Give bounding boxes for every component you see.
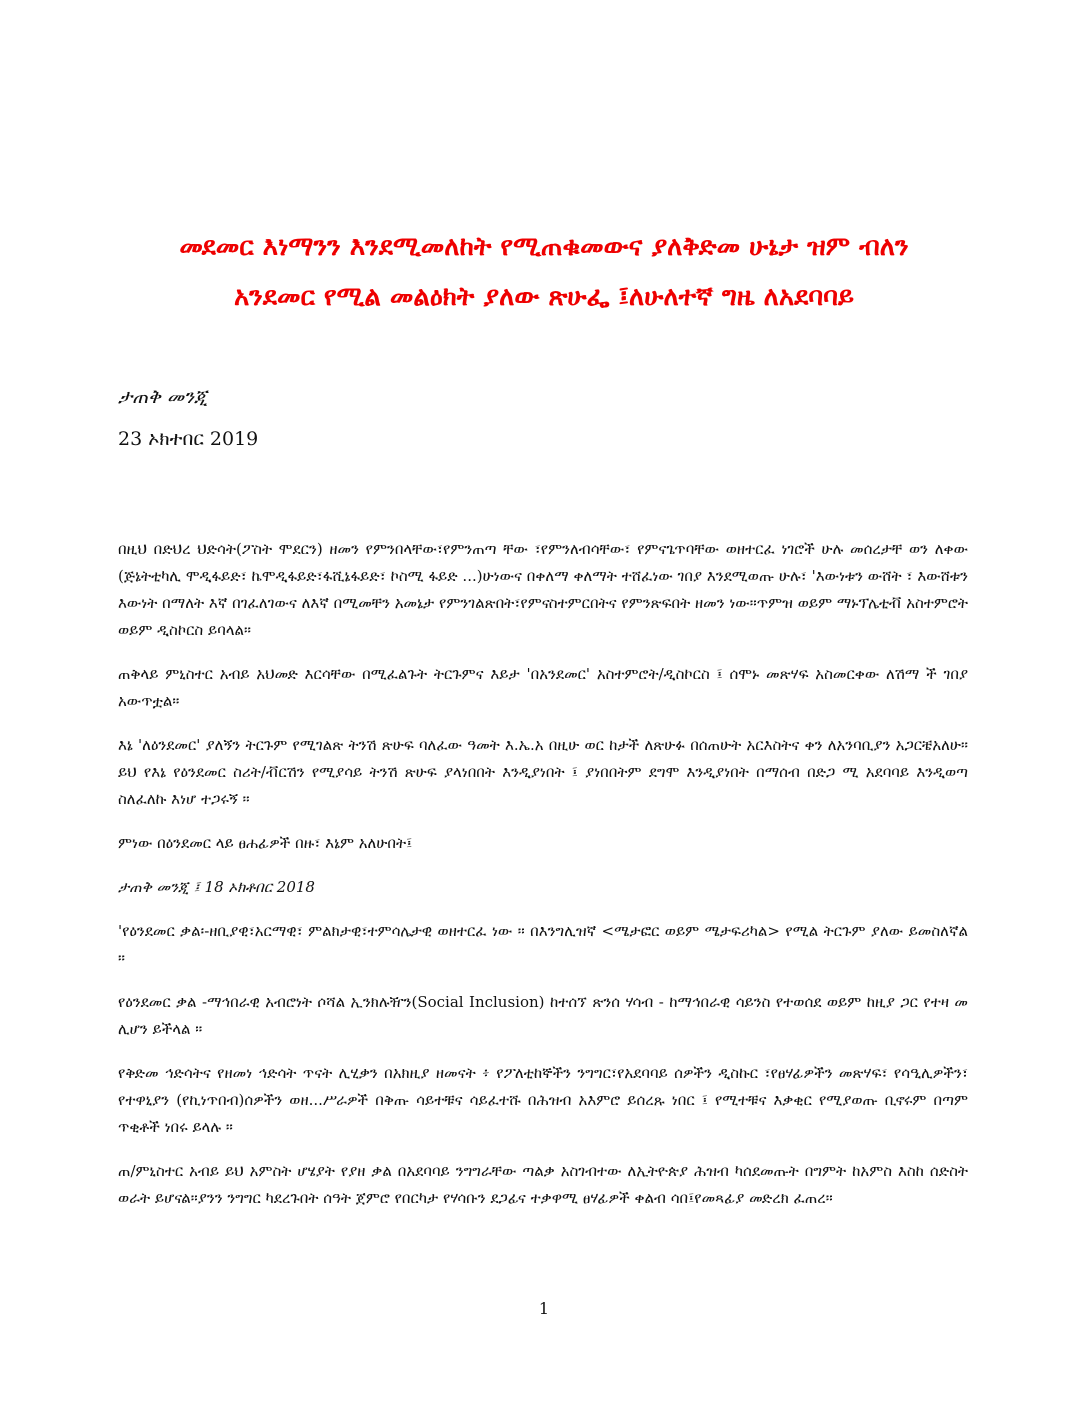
- paragraph-4: ምነው በዕንደመር ላይ ፀሐፊዎች በዙ፣ እኔም አለሁበት፤: [118, 834, 413, 852]
- paragraph-6: 'የዕንደመር ቃል፡-ዘቢያዊ፣አርማዊ፣ ምልክታዊ፣ተምሳሌታዊ ወዘተርፈ ነው ። በእንግሊዝኛ <ሜታፎር ወይም ሜታፍሪካል> የሚል ትርጉም ያለው ይመስለኛል ።: [118, 922, 968, 967]
- paragraph-7: የዕንደመር ቃል -ማኅበራዊ አብሮነት ሶሻል ኢንክሉዥን(Social Inclusion) ከተሰኘ ጽንሰ ሃሳብ - ከማኅበራዊ ሳይንስ የተወሰደ ወይም ከዚያ ጋር የተዛ መ ሊሆን ይችላል ።: [118, 993, 968, 1038]
- title-line-2: አንደመር የሚል መልዕክት ያለው ጽሁፌ ፤ለሁለተኛ ግዜ ለአደባባይ: [233, 282, 855, 312]
- paragraph-8: የቅድመ ኅድሳትና የዘመነ ኅድሳት ጥናት ሊሂቃን በአክዚያ ዘመናት ፥ የፖለቲከኞችን ንግግር፣የአደባባይ ሰዎችን ዲስኩር ፣የፀሃፊዎችን መጽሃፍ፣ የሳዒሊዎችን፣ የተዋኒያን (የኪነጥበብ)ሰዎችን ወዘ...ሥራዎች በቅጡ ሳይተቹና ሳይፈተሹ በሕዝብ አእምሮ ይሰረጹ ነበር ፤ የሚተቹና እቃቂር የሚያወጡ ቢኖሩም በጣም ጥቂቶች ነበሩ ይላሉ ።: [118, 1064, 968, 1136]
- paragraph-3: እኔ 'ለዕንደመር' ያለኝን ትርጉም የሚገልጽ ትንሽ ጽሁፍ ባለፈው ዓመት እ.ኤ.አ በዚሁ ወር ከታች ለጽሁፉ በሰጠሁት አርእስትና ቀን ለአንባቢያን አጋርቼአለሁ። ይህ የእኔ የዕንደመር ስሪት/ቭርሽን የሚያሳይ ትንሽ ጽሁፍ ያላነበበት እንዲያነበት ፤ ያነበበትም ደግሞ እንዲያነበት በማሰብ በድጋ ሚ አደባባይ እንዲወጣ ስለፈለኩ እነሆ ተጋሩኝ ።: [118, 736, 968, 808]
- author-name: ታጠቅ መንጂ: [118, 386, 208, 408]
- document-body: [118, 536, 968, 1229]
- page-number: 1: [538, 1299, 550, 1318]
- paragraph-1: በዚህ በድህረ ህድሳት(ፖስት ሞደርን) ዘመን የምንበላቸው፣የምንጠጣ ቸው ፣የምንለብሳቸው፣ የምናጌጥባቸው ወዘተርፈ ነገሮች ሁሉ መሰረታቸ ወን ለቀው (ጅኔትቲካሊ ሞዲፋይድ፣ ኬሞዲፋይድ፣ፋሺኔፋይድ፣ ኮስሚ ፋይድ ...)ሁነውና በቀለማ ቀለማት ተሸፈነው ገበያ እንደሚወጡ ሁሉ፣ 'እውነቱን ውሸት ፣ እውሸቱን እውነት በማለት እኛ በገፈለገውና ለእኛ በሚመቸን አመኔታ የምንገልጽበት፣የምናስተምርበትና የምንጽፍበት ዘመን ነው።ጥምዝ ወይም ማኑፕሌቲቭ አስተምሮት ወይም ዲስኮርስ ይባላል።: [118, 540, 968, 639]
- document-title: [110, 222, 978, 322]
- paragraph-9: ጠ/ምኒስተር አብይ ይህ አምስት ሆሄያት የያዘ ቃል በአደባባይ ንግግራቸው ጣልቃ አስገብተው ለኢትዮጵያ ሕዝብ ካሰደመጡት በግምት ከአምስ እስከ ሰድስት ወራት ይሆናል።ያንን ንግግር ካደረጉበት ሰዓት ጀምሮ የበርካታ የሃሳቡን ደጋፊና ተቃዋሚ ፀሃፊዎች ቀልብ ሳበ፤የመጻፊያ መድረክ ፈጠረ።: [118, 1162, 968, 1207]
- publication-date: 23 ኦክተበር 2019: [118, 428, 259, 450]
- paragraph-5: ታጠቅ መንጂ ፤ 18 ኦክቶበር 2018: [118, 878, 315, 896]
- title-line-1: መደመር እነማንን እንደሚመለከት የሚጠቁመውና ያለቅድመ ሁኔታ ዝም ብለን: [179, 232, 909, 262]
- paragraph-2: ጠቅላይ ምኒስተር አብይ አህመድ እርሳቸው በሚፈልጉት ትርጉምና እይታ 'በአንደመር' አስተምሮት/ዲስኮርስ ፤ ሰሞኑ መጽሃፍ አስመርቀው ለሽማ ች ገበያ አውጥቷል።: [118, 665, 968, 710]
